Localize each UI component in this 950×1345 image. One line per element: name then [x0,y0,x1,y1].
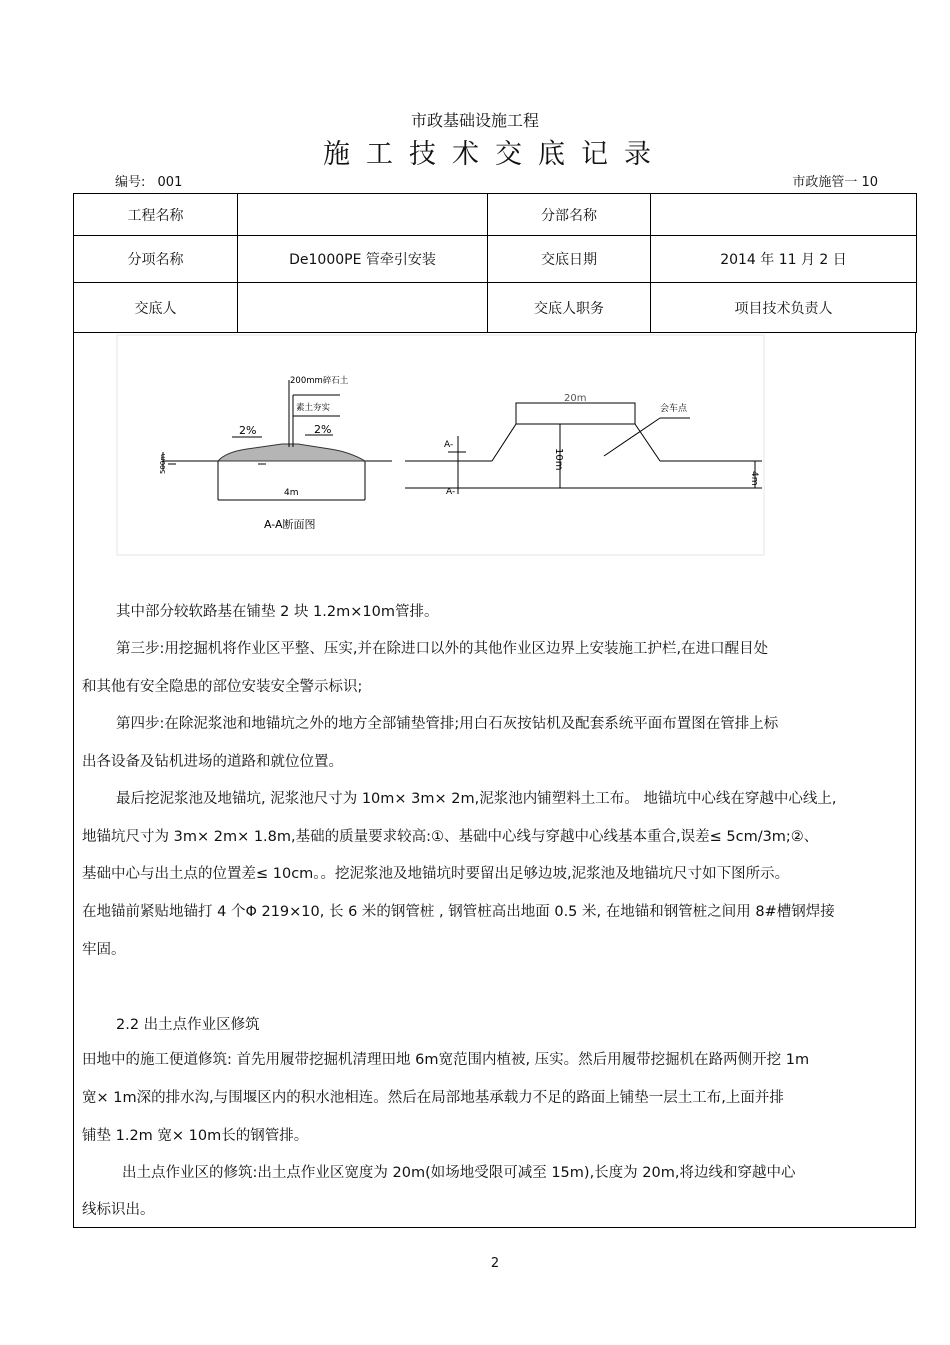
section-mark-bottom: A- [446,487,456,497]
form-code: 市政施管一 10 [792,175,878,190]
field-road-line-3: 铺垫 1.2m 宽× 10m长的钢管排。 [82,1128,309,1144]
presenter-label: 交底人 [74,283,238,333]
exit-area-line-2: 线标识出。 [82,1202,155,1218]
date-value: 2014 年 11 月 2 日 [651,236,917,283]
document-title: 施工技术交底记录 [323,139,667,170]
anchor-line-2: 牢固。 [82,942,126,958]
page-number: 2 [490,1256,500,1271]
diagram-fill-note: 素土夯实 [296,403,331,413]
step-3-line-2: 和其他有安全隐患的部位安装安全警示标识; [82,679,363,695]
diagram-frame [117,335,764,555]
position-value: 项目技术负责人 [651,283,917,333]
field-road-line-2: 宽× 1m深的排水沟,与围堰区内的积水池相连。然后在局部地基承载力不足的路面上铺垫一层土工布,上面并排 [82,1090,784,1106]
date-label: 交底日期 [488,236,651,283]
division-label: 分部名称 [488,194,651,236]
step-4-line-1: 第四步:在除泥浆池和地锚坑之外的地方全部铺垫管排;用白石灰按钻机及配套系统平面布置图在管排上标 [116,716,779,732]
meet-point-box [516,403,635,424]
exit-area-line-1: 出土点作业区的修筑:出土点作业区宽度为 20m(如场地受限可减至 15m),长度为 20m,将边线和穿越中心 [122,1165,796,1181]
final-step-line-1: 最后挖泥浆池及地锚坑, 泥浆池尺寸为 10m× 3m× 2m,泥浆池内铺塑料土工布。 地锚坑中心线在穿越中心线上, [116,791,837,807]
diagram-top-note: 200mm碎石土 [290,376,349,386]
step-4-line-2: 出各设备及钻机进场的道路和就位位置。 [82,754,343,770]
position-label: 交底人职务 [488,283,651,333]
width-label: 4m [284,488,299,498]
project-name-label: 工程名称 [74,194,238,236]
paragraph-1: 其中部分较软路基在铺垫 2 块 1.2m×10m管排。 [116,604,439,620]
final-step-line-3: 基础中心与出土点的位置差≤ 10cm。。挖泥浆池及地锚坑时要留出足够边坡,泥浆池及地锚坑尺寸如下图所示。 [82,866,790,882]
document-subtitle: 市政基础设施工程 [410,111,539,130]
height-label: 10m [553,448,564,471]
section-mark-top: A- [444,440,454,450]
road-embankment [218,444,365,461]
meet-point-label: 会车点 [660,404,688,414]
depth-label: 500m [159,453,167,474]
top-width-label: 20m [564,393,587,404]
slope-left-label: 2% [239,424,257,437]
item-value: De1000PE 管牵引安装 [238,236,488,283]
road-width-label: 4m [749,471,759,486]
section-caption: A-A断面图 [264,518,316,531]
record-number-value: 001 [157,175,183,190]
section-heading: 2.2 出土点作业区修筑 [116,1017,260,1033]
slope-right-label: 2% [314,423,332,436]
final-step-line-2: 地锚坑尺寸为 3m× 2m× 1.8m,基础的质量要求较高:①、基础中心线与穿越中心线基本重合,误差≤ 5cm/3m;②、 [82,829,819,845]
anchor-line-1: 在地锚前紧贴地锚打 4 个Φ 219×10, 长 6 米的钢管桩 , 钢管桩高出地面 0.5 米, 在地锚和钢管桩之间用 8#槽钢焊接 [82,904,835,920]
cross-section-diagram [163,380,392,500]
record-number-label: 编号: [115,175,146,190]
step-3-line-1: 第三步:用挖掘机将作业区平整、压实,并在除进口以外的其他作业区边界上安装施工护栏,在进口醒目处 [116,641,769,657]
field-road-line-1: 田地中的施工便道修筑: 首先用履带挖掘机清理田地 6m宽范围内植被, 压实。然后用履带挖掘机在路两侧开挖 1m [82,1052,810,1068]
plan-diagram [405,403,762,494]
item-label: 分项名称 [74,236,238,283]
